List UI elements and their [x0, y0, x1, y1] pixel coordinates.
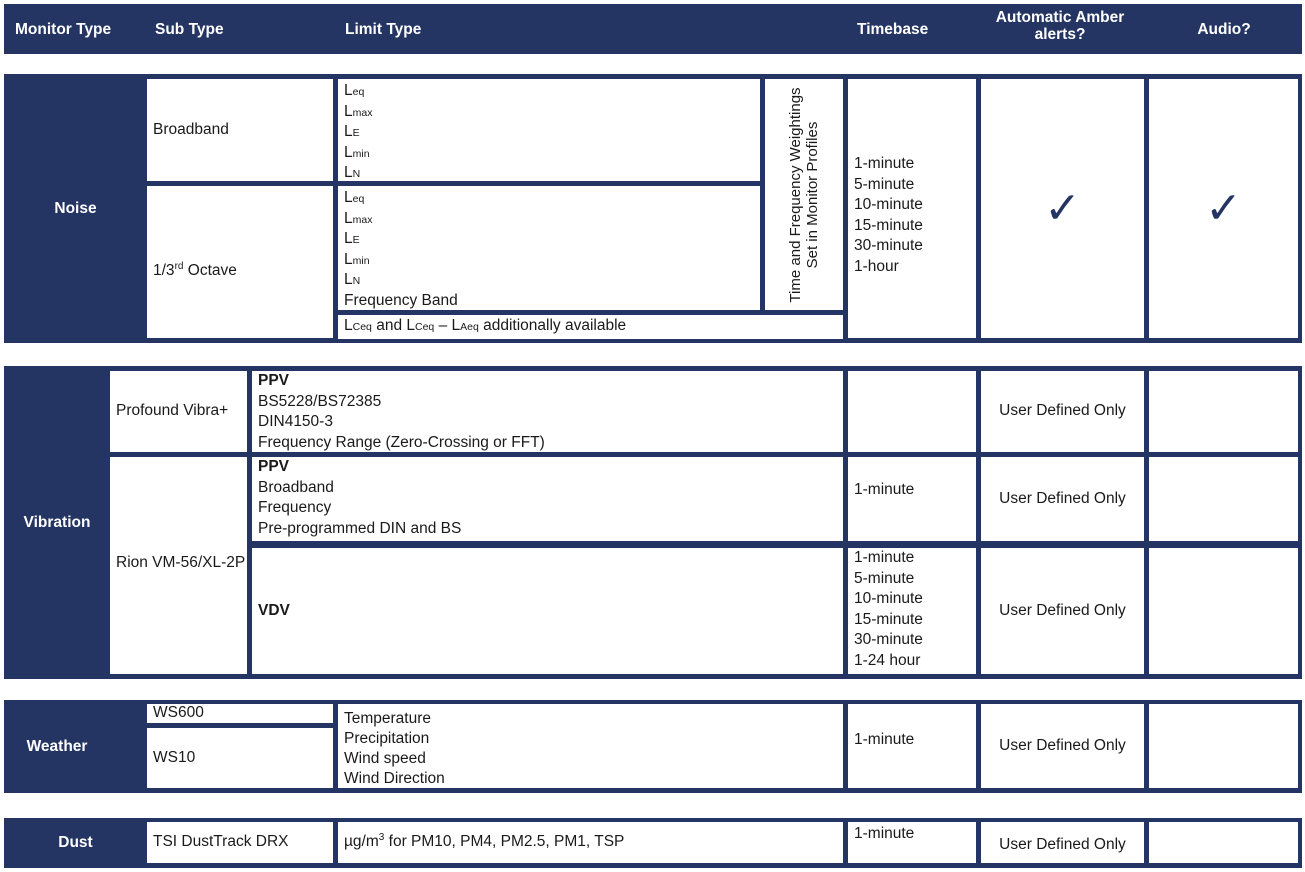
dust-limits: $\mu g/m^3$ for PM10, PM4, PM2.5, PM1, TSP — [338, 822, 843, 863]
noise-octave-limits — [338, 186, 760, 310]
dust-subtype: TSI DustTrack DRX — [147, 822, 333, 863]
limit-leq: Leq — [344, 82, 365, 99]
limit-lmin: Lmin — [344, 250, 370, 268]
weather-timebase: 1-minute — [848, 704, 976, 788]
limit-le: LE — [344, 230, 360, 247]
header-amber-line1: Automatic Amber — [995, 9, 1125, 26]
vibration-rion-ppv-limits: PPV Broadband Frequency Pre-programmed DIN and BS — [252, 457, 843, 541]
header-limit-type: Limit Type — [345, 21, 422, 38]
weather-audio — [1149, 704, 1298, 788]
limit-lmax: Lmax — [344, 209, 373, 227]
dust-audio — [1149, 822, 1298, 863]
vibration-rion-vdv-limits: VDV — [252, 548, 843, 674]
weather-limits: Temperature Precipitation Wind speed Wind Direction — [338, 704, 843, 788]
weather-amber: User Defined Only — [981, 704, 1144, 788]
checkmark-icon: ✓ — [1044, 183, 1081, 233]
header-monitor-type: Monitor Type — [15, 21, 112, 38]
weather-subtype-ws600: WS600 — [147, 704, 333, 723]
limit-leq: Leq — [344, 189, 365, 206]
noise-broadband-subtype: Broadband — [147, 79, 333, 181]
noise-amber-alerts — [981, 79, 1144, 338]
noise-broadband-limits — [338, 79, 760, 181]
vibration-profound-audio — [1149, 371, 1298, 452]
vibration-profound-timebase — [848, 371, 976, 452]
vibration-rion-vdv-timebase: 1-minute 5-minute 10-minute 15-minute 30-minute 1-24 hour — [848, 548, 976, 674]
dust-amber: User Defined Only — [981, 822, 1144, 863]
limit-ln: LN — [344, 271, 361, 288]
vibration-rion-vdv-audio — [1149, 548, 1298, 674]
limit-lmax: Lmax — [344, 102, 373, 120]
header-sub-type: Sub Type — [155, 21, 224, 38]
weather-subtype-ws10: WS10 — [147, 728, 333, 788]
header-amber-line2: alerts? — [1034, 26, 1086, 43]
vibration-profound-amber: User Defined Only — [981, 371, 1144, 452]
header-timebase: Timebase — [857, 21, 929, 38]
vibration-label: Vibration — [23, 513, 91, 531]
vibration-rion-ppv-timebase: 1-minute — [848, 457, 976, 541]
noise-octave-subtype: 1/3rd Octave — [147, 186, 333, 338]
limit-le: LE — [344, 123, 360, 140]
noise-additional-limits: LCeq and LCeq – LAeq additionally available — [338, 315, 843, 339]
noise-timebase: 1-minute 5-minute 10-minute 15-minute 30-minute 1-hour — [848, 79, 976, 338]
vibration-rion-subtype: Rion VM-56/XL-2P — [110, 457, 247, 674]
vibration-rion-ppv-amber: User Defined Only — [981, 457, 1144, 541]
limit-lmin: Lmin — [344, 143, 370, 161]
checkmark-icon: ✓ — [1205, 183, 1242, 233]
limit-ln: LN — [344, 164, 361, 181]
noise-label: Noise — [54, 199, 97, 217]
noise-weightings-note: Time and Frequency Weightings Set in Monitor Profiles — [765, 79, 843, 310]
vibration-rion-vdv-amber: User Defined Only — [981, 548, 1144, 674]
weather-label: Weather — [26, 737, 88, 755]
dust-timebase: 1-minute — [848, 822, 976, 863]
dust-label: Dust — [58, 834, 93, 851]
limit-frequency-band: Frequency Band — [344, 291, 458, 309]
noise-audio — [1149, 79, 1298, 338]
header-amber-alerts — [975, 9, 1145, 43]
vibration-rion-ppv-audio — [1149, 457, 1298, 541]
header-audio: Audio? — [1197, 21, 1251, 38]
vibration-profound-subtype: Profound Vibra+ — [110, 371, 247, 452]
vibration-profound-limits: PPV BS5228/BS72385 DIN4150-3 Frequency Range (Zero-Crossing or FFT) — [252, 371, 843, 452]
